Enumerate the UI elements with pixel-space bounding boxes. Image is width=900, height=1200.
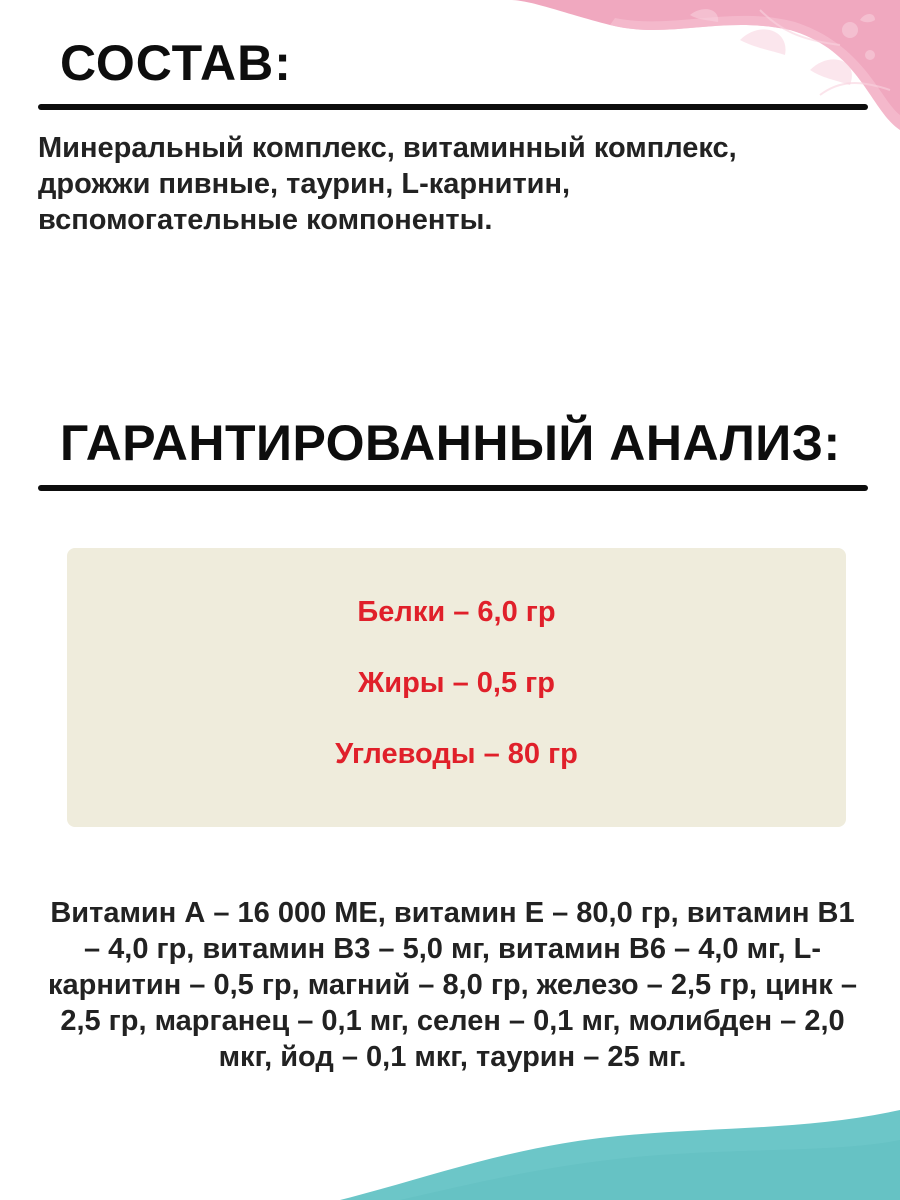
nutrient-carbohydrates: Углеводы – 80 гр <box>335 738 578 770</box>
nutrient-summary-box <box>67 548 846 827</box>
pink-floral-corner-decoration <box>440 0 900 130</box>
analysis-heading: ГАРАНТИРОВАННЫЙ АНАЛИЗ: <box>60 415 841 471</box>
nutrient-fat: Жиры – 0,5 гр <box>358 667 555 699</box>
section-divider <box>38 485 868 491</box>
section-divider <box>38 104 868 110</box>
composition-heading: СОСТАВ: <box>60 35 292 91</box>
nutrient-protein: Белки – 6,0 гр <box>357 596 556 628</box>
vitamins-minerals-list: Витамин А – 16 000 МЕ, витамин Е – 80,0 гр, витамин В1 – 4,0 гр, витамин В3 – 5,0 мг, витамин В6 – 4,0 мг, L-карнитин – 0,5 гр, магний – 8,0 гр, железо – 2,5 гр, цинк – 2,5 гр, марганец – 0,1 мг, селен – 0,1 мг, молибден – 2,0 мкг, йод – 0,1 мкг, таурин – 25 мг. <box>47 897 857 1073</box>
teal-corner-decoration <box>340 1110 900 1200</box>
composition-text: Минеральный комплекс, витаминный комплекс, дрожжи пивные, таурин, L-карнитин, вспомогательные компоненты. <box>38 132 737 236</box>
